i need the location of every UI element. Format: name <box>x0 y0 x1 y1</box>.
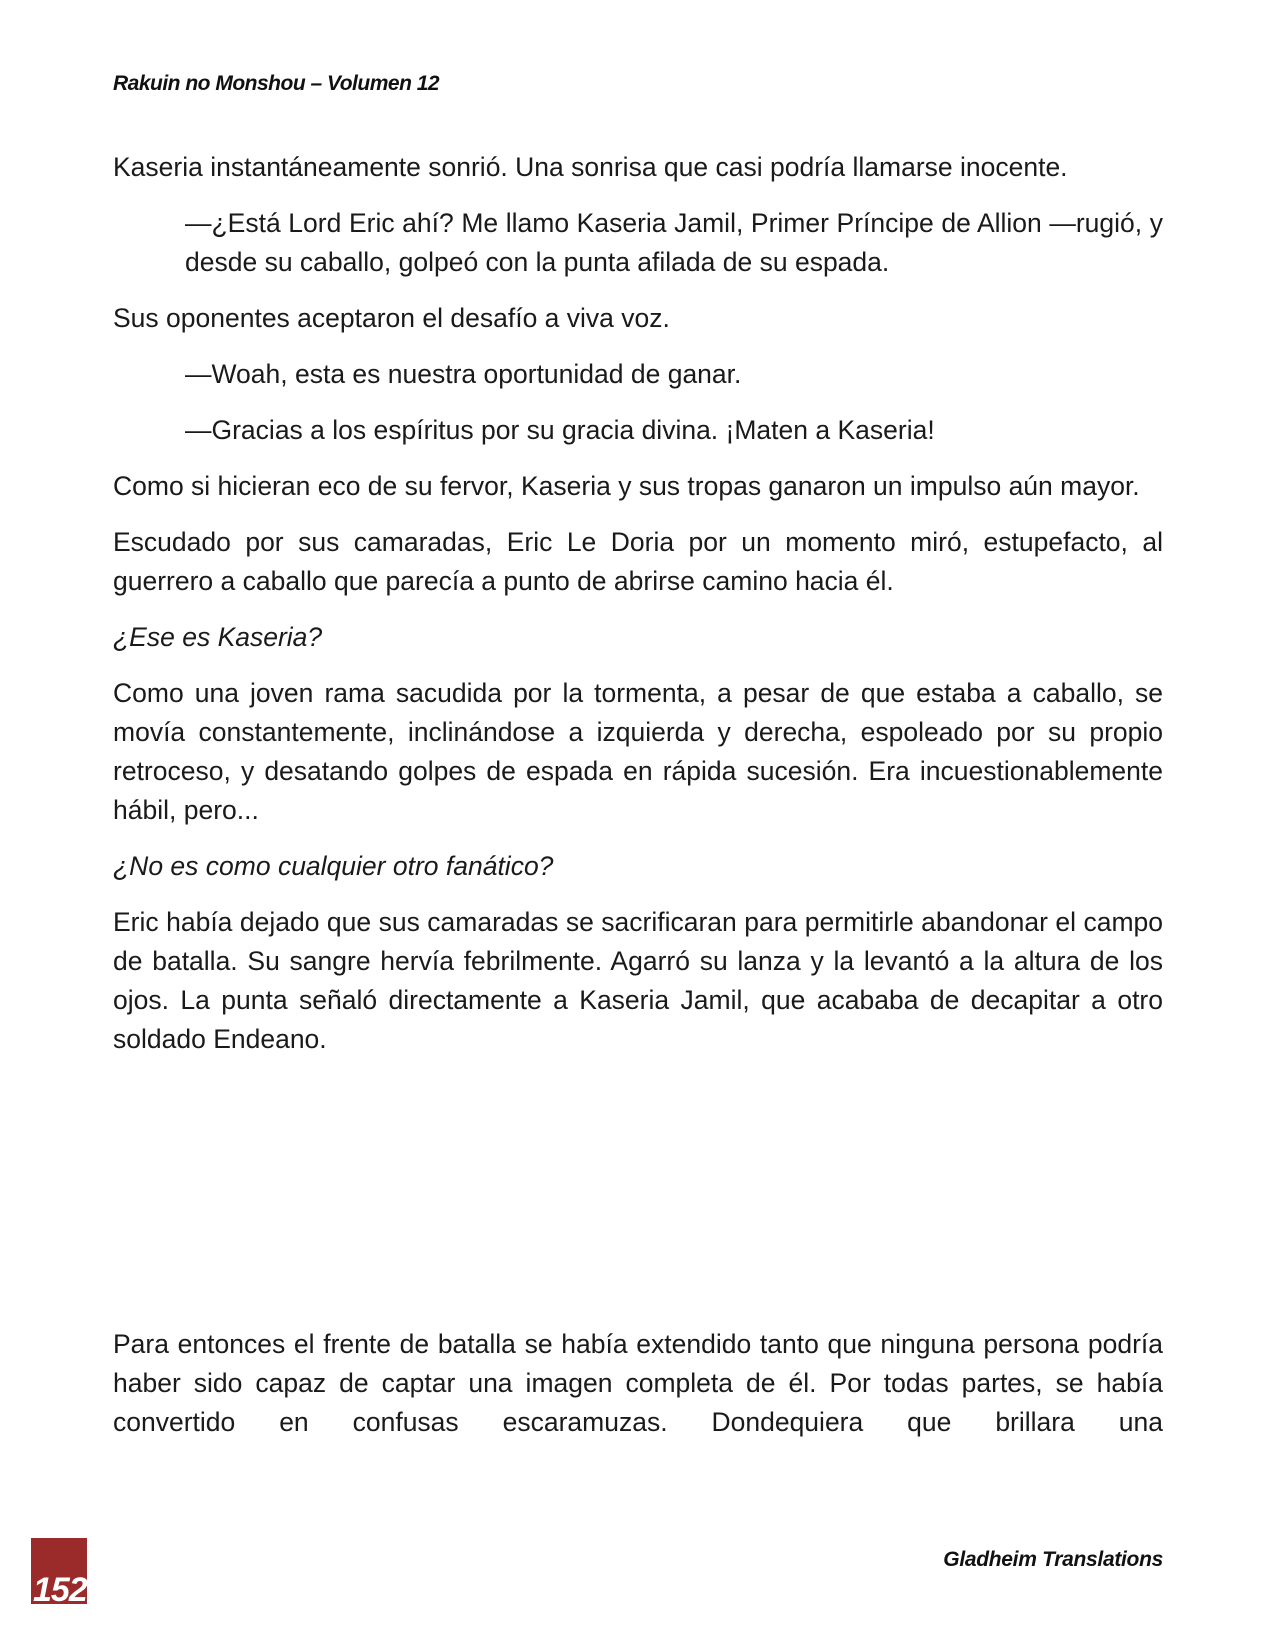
dialogue-paragraph: —Gracias a los espíritus por su gracia divina. ¡Maten a Kaseria! <box>185 415 935 445</box>
dialogue-paragraph: —¿Está Lord Eric ahí? Me llamo Kaseria Jamil, Primer Príncipe de Allion —rugió, y desde su caballo, golpeó con la punta afilada de su espada. <box>185 208 1163 277</box>
thought-paragraph: ¿No es como cualquier otro fanático? <box>113 851 554 881</box>
running-footer: Gladheim Translations <box>943 1548 1163 1571</box>
text-block-continued <box>113 1325 1163 1442</box>
dialogue-paragraph: —Woah, esta es nuestra oportunidad de ganar. <box>185 359 742 389</box>
paragraph: Como si hicieran eco de su fervor, Kaseria y sus tropas ganaron un impulso aún mayor. <box>113 471 1140 501</box>
paragraph: Kaseria instantáneamente sonrió. Una sonrisa que casi podría llamarse inocente. <box>113 152 1068 182</box>
paragraph: Como una joven rama sacudida por la tormenta, a pesar de que estaba a caballo, se movía constantemente, inclinándose a izquierda y derecha, espoleado por su propio retroceso, y desatando golpes de espada en rápida sucesión. Era incuestionablemente hábil, pero... <box>113 678 1163 825</box>
running-header: Rakuin no Monshou – Volumen 12 <box>113 72 440 95</box>
page-number: 152 <box>33 1571 87 1609</box>
paragraph: Eric había dejado que sus camaradas se sacrificaran para permitirle abandonar el campo de batalla. Su sangre hervía febrilmente. Agarró su lanza y la levantó a la altura de los ojos. La punta señaló directamente a Kaseria Jamil, que acababa de decapitar a otro soldado Endeano. <box>113 907 1163 1054</box>
text-block-main <box>113 148 1163 1059</box>
paragraph: Para entonces el frente de batalla se había extendido tanto que ninguna persona podría haber sido capaz de captar una imagen completa de él. Por todas partes, se había convertido en confusas escaramuzas. Dondequiera que brillara una <box>113 1329 1163 1437</box>
paragraph: Sus oponentes aceptaron el desafío a viva voz. <box>113 303 670 333</box>
paragraph: Escudado por sus camaradas, Eric Le Doria por un momento miró, estupefacto, al guerrero a caballo que parecía a punto de abrirse camino hacia él. <box>113 527 1163 596</box>
thought-paragraph: ¿Ese es Kaseria? <box>113 622 323 652</box>
